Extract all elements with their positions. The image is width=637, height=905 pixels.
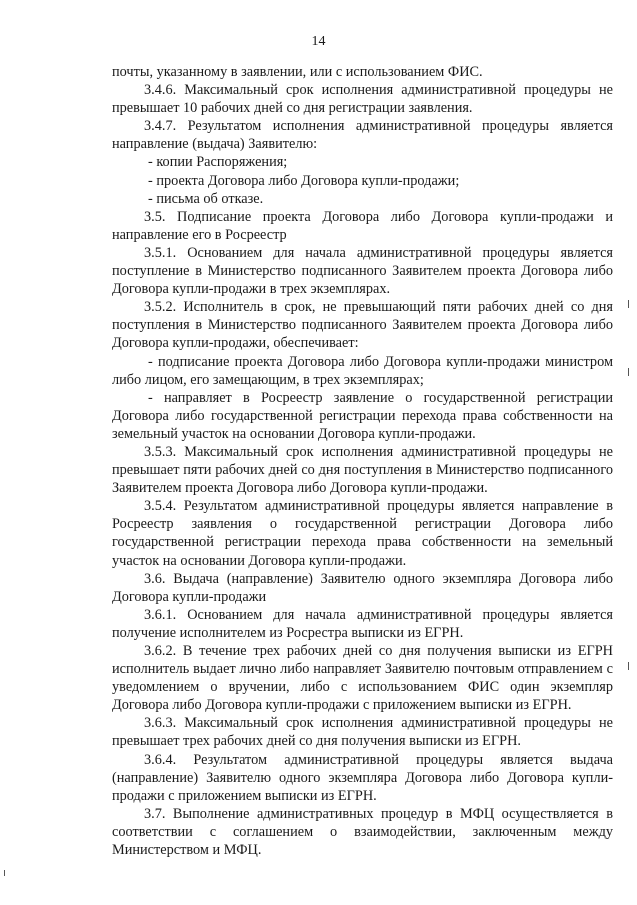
paragraph-3-6-2: 3.6.2. В течение трех рабочих дней со дня получения выписки из ЕГРН исполнитель выдает лично либо направляет Заявителю почтовым отправлением с уведомлением о вручении, либо с использованием ФИС один экземпляр Договора либо Договора купли-продажи с приложением выписки из ЕГРН. xyxy=(112,643,613,714)
section-heading-3-5: 3.5. Подписание проекта Договора либо Договора купли-продажи и направление его в Росреестр xyxy=(112,208,613,243)
list-item-refusal-letter: - письма об отказе. xyxy=(148,190,264,207)
paragraph-continuation: почты, указанному в заявлении, или с использованием ФИС. xyxy=(112,64,483,80)
page-number: 14 xyxy=(311,34,326,49)
list-item-copy-order: - копии Распоряжения; xyxy=(148,154,288,171)
paragraph-3-6-4: 3.6.4. Результатом административной процедуры является выдача (направление) Заявителю одного экземпляра Договора либо Договора купли-продажи с приложением выписки из ЕГРН. xyxy=(112,751,613,804)
paragraph-3-5-4: 3.5.4. Результатом административной процедуры является направление в Росреестр заявления о государственной регистрации Договора либо государственной регистрации перехода права собственности на земельный участок на основании Договора купли-продажи. xyxy=(112,498,613,569)
scan-margin-mark xyxy=(628,300,629,308)
paragraph-3-4-7: 3.4.7. Результатом исполнения административной процедуры является направление (выдача) Заявителю: xyxy=(112,118,613,153)
paragraph-3-5-3: 3.5.3. Максимальный срок исполнения административной процедуры не превышает пяти рабочих дней со дня поступления в Министерство подписанного Заявителем проекта Договора либо Договора купли-продажи. xyxy=(112,443,613,497)
paragraph-3-5-1: 3.5.1. Основанием для начала административной процедуры является поступление в Министерство подписанного Заявителем проекта Договора либо Договора купли-продажи в трех экземплярах. xyxy=(112,244,613,298)
paragraph-3-5-2: 3.5.2. Исполнитель в срок, не превышающий пяти рабочих дней со дня поступления в Министерство подписанного Заявителем проекта Договора либо Договора купли-продажи, обеспечивает: xyxy=(112,299,613,352)
paragraph-3-6-1: 3.6.1. Основанием для начала административной процедуры является получение исполнителем из Росрестра выписки из ЕГРН. xyxy=(112,606,613,641)
list-item-draft-contract: - проекта Договора либо Договора купли-продажи; xyxy=(148,172,460,189)
list-item-signing: - подписание проекта Договора либо Договора купли-продажи министром либо лицом, его замещающим, в трех экземплярах; xyxy=(112,353,613,388)
scan-margin-mark xyxy=(628,368,629,376)
scan-margin-mark xyxy=(4,870,5,876)
document-body xyxy=(112,63,613,859)
list-item-send-registry: - направляет в Росреестр заявление о государственной регистрации Договора либо государственной регистрации перехода права собственности на земельный участок на основании Договора купли-продажи. xyxy=(112,389,613,442)
paragraph-3-4-6: 3.4.6. Максимальный срок исполнения административной процедуры не превышает 10 рабочих дней со дня регистрации заявления. xyxy=(112,82,613,117)
paragraph-3-6-3: 3.6.3. Максимальный срок исполнения административной процедуры не превышает трех рабочих дней со дня получения выписки из ЕГРН. xyxy=(112,715,613,750)
paragraph-3-7: 3.7. Выполнение административных процедур в МФЦ осуществляется в соответствии с соглашением о взаимодействии, заключенным между Министерством и МФЦ. xyxy=(112,805,613,859)
scan-margin-mark xyxy=(628,662,629,670)
section-heading-3-6: 3.6. Выдача (направление) Заявителю одного экземпляра Договора либо Договора купли-продажи xyxy=(112,570,613,605)
